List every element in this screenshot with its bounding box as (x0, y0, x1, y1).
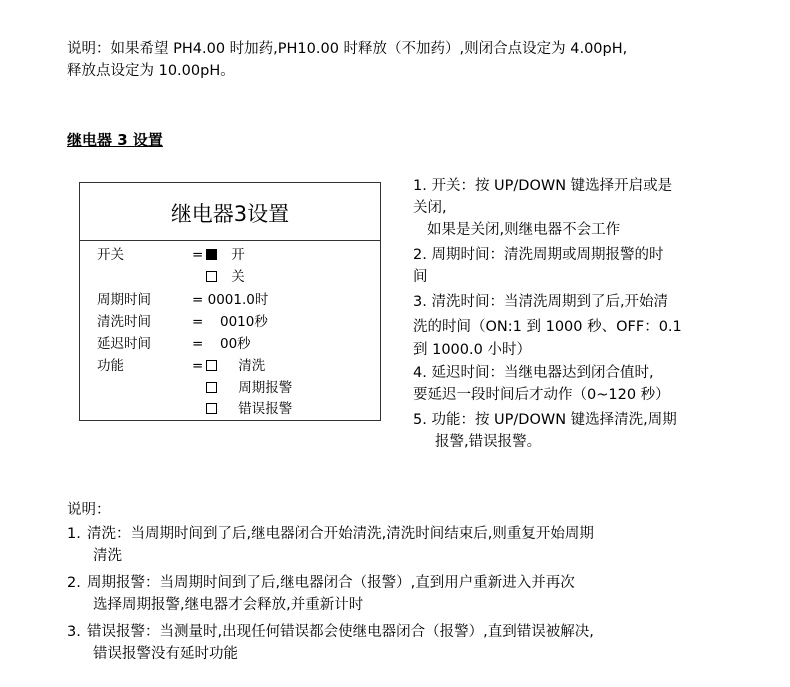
function-eq: = (192, 358, 204, 374)
panel-divider (80, 240, 380, 241)
function-error-alarm-label: 错误报警 (238, 401, 293, 417)
note-4-line-1: 4. 延迟时间：当继电器达到闭合值时, (413, 365, 654, 381)
checked-box-icon (206, 249, 217, 260)
function-label: 功能 (97, 358, 124, 374)
delay-time-label: 延迟时间 (97, 336, 151, 352)
function-error-alarm-option (206, 400, 292, 418)
note-2-line-1: 2. 周期时间：清洗周期或周期报警的时 (413, 247, 664, 263)
relay3-settings-panel (79, 182, 381, 421)
note-1-line-3: 如果是关闭,则继电器不会工作 (427, 222, 621, 238)
delay-time-value: 00秒 (220, 336, 251, 352)
wash-time-label: 清洗时间 (97, 314, 151, 330)
switch-on-option (206, 246, 245, 264)
bottom-item-2-line-2: 选择周期报警,继电器才会释放,并重新计时 (93, 597, 364, 613)
bottom-item-2-text: 周期报警：当周期时间到了后,继电器闭合（报警）,直到用户重新进入并再次 (87, 575, 575, 591)
switch-eq: = (192, 247, 204, 263)
note-4-line-2: 要延迟一段时间后才动作（0~120 秒） (413, 387, 670, 403)
note-1-line-2: 关闭, (413, 200, 447, 216)
note-3-line-2: 洗的时间（ON:1 到 1000 秒、OFF：0.1 (413, 319, 682, 335)
wash-time-eq: = (192, 314, 204, 330)
bottom-item-1-text: 清洗：当周期时间到了后,继电器闭合开始清洗,清洗时间结束后,则重复开始周期 (87, 526, 594, 542)
unchecked-box-icon (206, 360, 217, 371)
switch-off-option (206, 268, 245, 286)
function-cycle-alarm-option (206, 379, 292, 397)
switch-off-label: 关 (231, 269, 245, 285)
bottom-item-2-num: 2. (67, 575, 81, 591)
wash-time-value: 0010秒 (220, 314, 268, 330)
bottom-title: 说明： (67, 502, 111, 518)
intro-line-1: 说明：如果希望 PH4.00 时加药,PH10.00 时释放（不加药）,则闭合点设定为 4.00pH, (67, 41, 628, 57)
note-1-line-1: 1. 开关：按 UP/DOWN 键选择开启或是 (413, 178, 673, 194)
intro-line-2: 释放点设定为 10.00pH。 (67, 63, 235, 79)
unchecked-box-icon (206, 382, 217, 393)
note-5-line-1: 5. 功能：按 UP/DOWN 键选择清洗,周期 (413, 412, 677, 428)
bottom-item-1-line-2: 清洗 (93, 548, 122, 564)
cycle-time-label: 周期时间 (97, 292, 151, 308)
section-heading: 继电器 3 设置 (67, 131, 163, 149)
panel-title: 继电器3设置 (170, 202, 290, 226)
delay-time-eq: = (192, 336, 204, 352)
unchecked-box-icon (206, 271, 217, 282)
bottom-item-3-line-2: 错误报警没有延时功能 (93, 646, 238, 662)
bottom-item-3-num: 3. (67, 624, 81, 640)
function-wash-option (206, 357, 265, 375)
cycle-time-value: = 0001.0时 (192, 292, 269, 308)
note-3-line-1: 3. 清洗时间：当清洗周期到了后,开始清 (413, 294, 669, 310)
switch-label: 开关 (97, 247, 124, 263)
function-cycle-alarm-label: 周期报警 (238, 380, 293, 396)
bottom-item-3-line-1 (67, 621, 594, 643)
note-5-line-2: 报警,错误报警。 (435, 434, 542, 450)
note-3-line-3: 到 1000.0 小时） (413, 342, 531, 358)
bottom-item-1-line-1 (67, 523, 594, 545)
bottom-item-2-line-1 (67, 572, 575, 594)
bottom-item-3-text: 错误报警：当测量时,出现任何错误都会使继电器闭合（报警）,直到错误被解决, (87, 624, 594, 640)
note-2-line-2: 间 (413, 269, 428, 285)
switch-on-label: 开 (231, 247, 245, 263)
unchecked-box-icon (206, 403, 217, 414)
function-wash-label: 清洗 (238, 358, 266, 374)
bottom-item-1-num: 1. (67, 526, 81, 542)
